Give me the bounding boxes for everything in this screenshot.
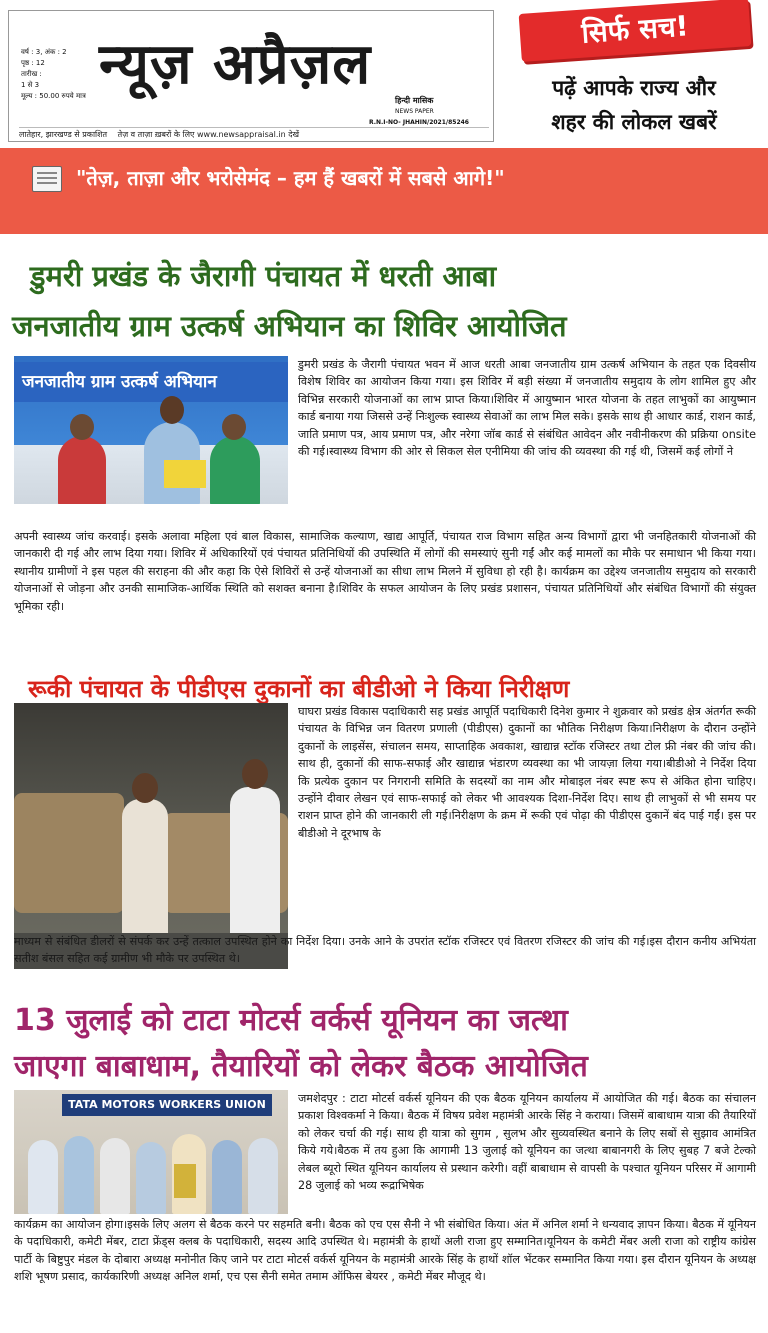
masthead-footer [19,127,489,142]
website-note: तेज़ व ताज़ा ख़बरों के लिए www.newsappraisal.in देखें [117,130,300,139]
promo-line-1: पढ़ें आपके राज्य और [552,76,716,100]
photo1-banner-text: जनजातीय ग्राम उत्कर्ष अभियान [14,362,288,402]
article3-body-full: कार्यक्रम का आयोजन होगा।इसके लिए अलग से बैठक करने पर सहमति बनी। बैठक को एच एस सैनी ने भी संबोधित किया। अंत में अनिल शर्मा ने धन्यवाद ज्ञापन किया। बैठक में यूनियन के पदाधिकारी, कमेटी मेंबर, टाटा फ्रेंड्स क्लब के पदाधिकारी, सदस्य आदि उपस्थित थे। महामंत्री के हाथों अली राजा हुए सम्मानित।यूनियन के कमेटी मेंबर अली राजा को राष्ट्रीय कांग्रेस पार्टी के बिष्टुपुर मंडल के दोबारा अध्यक्ष मनोनीत किए जाने पर टाटा मोटर्स वर्कर्स यूनियन के महामंत्री आरके सिंह के हाथों शॉल भेंटकर सम्मानित किया गया। इस दौरान यूनियन के अध्यक्ष शशि भूषण प्रसाद, कार्यकारिणी अध्यक्ष अनिल शर्मा, एच एस सैनी समेत तमाम ऑफिस बेयरर , कमेटी मेंबर मौजूद थे। [14,1218,756,1284]
publication-place: लातेहार, झारखण्ड से प्रकाशित [19,130,108,139]
issue-line: पृष्ठ : 12 [21,59,45,67]
promo-line-2: शहर की लोकल खबरें [551,110,717,134]
issue-line: तारीख : [21,70,42,78]
article1-headline-line2: जनजातीय ग्राम उत्कर्ष अभियान का शिविर आयोजित [12,309,567,343]
slogan-text: "तेज़, ताज़ा और भरोसेमंद – हम हैं खबरों में सबसे आगे!" [76,166,505,190]
slogan-banner [0,148,768,234]
rni-number: R.N.I-NO- JHAHIN/2021/85246 [369,119,469,126]
issue-details [21,47,86,102]
issue-line: 1 से 3 [21,81,40,89]
article1-body-full: अपनी स्वास्थ्य जांच करवाई। इसके अलावा महिला एवं बाल विकास, सामाजिक कल्याण, खाद्य आपूर्ति, पंचायत राज विभाग सहित अन्य विभागों द्वारा भी जनहितकारी योजनाओं की जानकारी दी गई और लाभ दिया गया। शिविर में अधिकारियों एवं पंचायत प्रतिनिधियों की उपस्थिति में लोगों की समस्याएं सुनी गईं और कई मामलों का मौके पर समाधान भी किया गया। स्थानीय ग्रामीणों ने इस पहल की सराहना की और कहा कि ऐसे शिविरों से उन्हें योजनाओं का सीधा लाभ मिलने में सुविधा हो रही है। कार्यक्रम का उद्देश्य जनजातीय समुदाय को सरकारी योजनाओं से जोड़ना और उनकी सामाजिक-आर्थिक स्थिति को सशक्त बनाना है।शिविर के सफल आयोजन के लिए प्रखंड प्रशासन, पंचायत प्रतिनिधियों और संबंधित विभागों की संयुक्त भूमिका रही। [14,530,756,613]
issue-line: वर्ष : 3, अंक : 2 [21,48,67,56]
article1-body-side: डुमरी प्रखंड के जैरागी पंचायत भवन में आज धरती आबा जनजातीय ग्राम उत्कर्ष अभियान के तहत एक दिवसीय विशेष शिविर का आयोजन किया गया। इस शिविर में बड़ी संख्या में जनजातीय समुदाय के लोग शामिल हुए और विभिन्न सरकारी योजनाओं का लाभ प्राप्त किया।शिविर में आयुष्मान भारत योजना के तहत लाभुकों का आयुष्मान कार्ड बनाया गया जिससे उन्हें निःशुल्क स्वास्थ्य सेवाओं का लाभ मिल सके। इसके साथ ही आधार कार्ड, राशन कार्ड, जाति प्रमाण पत्र, आय प्रमाण पत्र, और नरेगा जॉब कार्ड से संबंधित आवेदन और नवीनीकरण की प्रक्रिया onsite की गई।स्वास्थ्य विभाग की ओर से सिकल सेल एनीमिया की जांच की व्यवस्था की गई थी, जिसमें कई लोगों ने [298,358,756,459]
newspaper-tagline: हिन्दी मासिक [395,96,434,105]
masthead-logo-panel [8,10,494,142]
article3-photo [14,1090,288,1214]
newspaper-title: न्यूज़ अप्रैज़ल [99,31,372,97]
article3-headline-line1: 13 जुलाई को टाटा मोटर्स वर्कर्स यूनियन का जत्था [14,1003,568,1038]
newspaper-type: NEWS PAPER [395,108,434,115]
masthead-promo [500,0,768,148]
newspaper-icon [32,166,62,192]
article2-body-side: घाघरा प्रखंड विकास पदाधिकारी सह प्रखंड आपूर्ति पदाधिकारी दिनेश कुमार ने शुक्रवार को प्रखंड क्षेत्र अंतर्गत रूकी पंचायत के विभिन्न जन वितरण प्रणाली (पीडीएस) दुकानों का भौतिक निरीक्षण किया।निरीक्षण के दौरान उन्होंने दुकानों के लाइसेंस, संचालन समय, साप्ताहिक अवकाश, खाद्यान्न स्टॉक रजिस्टर तथा टोल फ्री नंबर की जांच की। साथ ही, दुकानों की साफ-सफाई और खाद्यान्न भंडारण व्यवस्था का भी जायज़ा लिया गया।बीडीओ ने निर्देश दिया कि प्रत्येक दुकान पर निगरानी समिति के सदस्यों का नाम और मोबाइल नंबर स्पष्ट रूप से अंकित होना चाहिए। उन्होंने दीवार लेखन एवं साफ-सफाई को लेकर भी आवश्यक दिशा-निर्देश दिए। साथ ही लाभुकों से भी समय पर राशन प्राप्त होने की जानकारी ली गई।निरीक्षण के क्रम में रूकी एवं पोढ़ा की पीडीएस दुकानें बंद पाई गईं। इस पर बीडीओ ने दूरभाष के [298,705,756,840]
article3-body-side: जमशेदपुर : टाटा मोटर्स वर्कर्स यूनियन की एक बैठक यूनियन कार्यालय में आयोजित की गई। बैठक का संचालन प्रकाश विश्वकर्मा ने किया। बैठक में विषय प्रवेश महामंत्री आरके सिंह ने कराया। जिसमें बाबाधाम यात्रा की तैयारियों को लेकर चर्चा की गई। साथ ही यात्रा को सुगम , सुलभ और सुव्यवस्थित बनाने के लिए सबों से सुझाव आमंत्रित किये गये।बैठक में तय हुआ कि आगामी 13 जुलाई को यूनियन का जत्था बाबानगरी के लिए सुबह 7 बजे टेल्को लेबल ब्यूरो स्थित यूनियन कार्यालय से प्रस्थान करेगी। वहीं बाबाधाम से वापसी के पश्चात यूनियन परिसर में आगामी 28 जुलाई को भव्य रूद्राभिषेक [298,1092,756,1193]
sirf-sach-badge: सिर्फ सच! [519,0,752,62]
article1-photo [14,356,288,504]
article2-headline: रूकी पंचायत के पीडीएस दुकानों का बीडीओ ने किया निरीक्षण [28,675,570,703]
article2-body-full: माध्यम से संबंधित डीलरों से संपर्क कर उन्हें तत्काल उपस्थित होने का निर्देश दिया। उनके आने के उपरांत स्टॉक रजिस्टर एवं वितरण रजिस्टर की जांच की गई।इस दौरान कनीय अभियंता सतीश बंसल सहित कई ग्रामीण भी मौके पर उपस्थित थे। [14,935,756,966]
article2-photo [14,703,288,969]
article1-headline-line1: डुमरी प्रखंड के जैरागी पंचायत में धरती आबा [30,259,497,293]
photo3-banner-text: TATA MOTORS WORKERS UNION [62,1094,272,1116]
issue-line: मूल्य : 50.00 रुपये मात्र [21,92,86,100]
masthead [0,0,768,148]
article3-headline-line2: जाएगा बाबाधाम, तैयारियों को लेकर बैठक आयोजित [14,1049,588,1084]
